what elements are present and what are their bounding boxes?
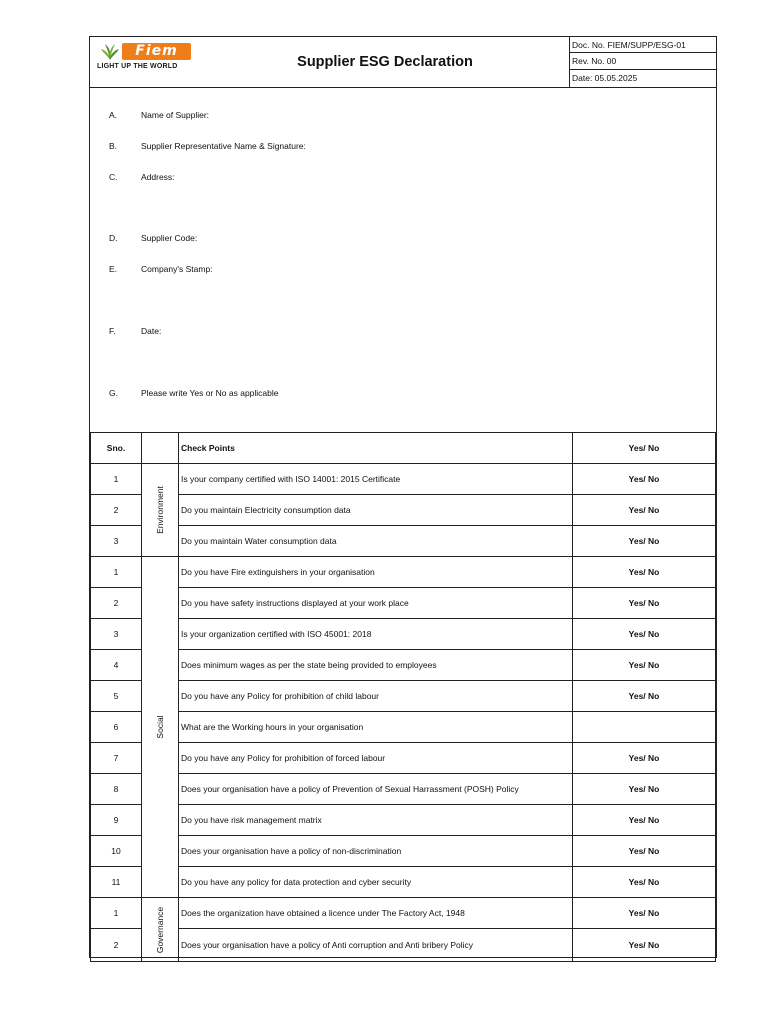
table-row <box>91 495 716 526</box>
info-letter: G. <box>109 388 118 398</box>
row-sno: 4 <box>91 650 142 681</box>
table-row <box>91 712 716 743</box>
table-row <box>91 557 716 588</box>
column-header-category <box>142 433 179 464</box>
row-sno: 1 <box>91 557 142 588</box>
row-sno: 1 <box>91 898 142 929</box>
column-header-sno: Sno. <box>91 433 142 464</box>
table-row <box>91 898 716 929</box>
row-question: Does your organisation have a policy of Prevention of Sexual Harrassment (POSH) Policy <box>179 774 573 805</box>
document-date: Date: 05.05.2025 <box>572 72 638 83</box>
row-answer[interactable]: Yes/ No <box>573 526 716 557</box>
leaf-logo-icon <box>99 43 121 61</box>
row-answer[interactable]: Yes/ No <box>573 836 716 867</box>
row-sno: 10 <box>91 836 142 867</box>
row-question: Do you have any Policy for prohibition of forced labour <box>179 743 573 774</box>
table-row <box>91 929 716 962</box>
info-letter: B. <box>109 141 118 151</box>
row-sno: 2 <box>91 588 142 619</box>
row-answer[interactable] <box>573 712 716 743</box>
row-sno: 11 <box>91 867 142 898</box>
category-label: Social <box>155 715 165 739</box>
row-sno: 3 <box>91 526 142 557</box>
row-answer[interactable]: Yes/ No <box>573 774 716 805</box>
row-sno: 7 <box>91 743 142 774</box>
category-environment <box>142 464 179 557</box>
row-sno: 6 <box>91 712 142 743</box>
revision-number: Rev. No. 00 <box>570 53 716 69</box>
row-answer[interactable]: Yes/ No <box>573 867 716 898</box>
row-question: Does your organisation have a policy of non-discrimination <box>179 836 573 867</box>
row-sno: 2 <box>91 929 142 962</box>
table-row <box>91 588 716 619</box>
category-label: Governance <box>155 906 165 953</box>
table-row <box>91 650 716 681</box>
row-question: Is your organization certified with ISO 45001: 2018 <box>179 619 573 650</box>
row-question: Do you have any Policy for prohibition of child labour <box>179 681 573 712</box>
info-label: Address: <box>141 172 175 182</box>
logo-tagline: LIGHT UP THE WORLD <box>97 63 178 70</box>
column-header-check-points: Check Points <box>179 433 573 464</box>
info-letter: F. <box>109 326 116 336</box>
table-row <box>91 836 716 867</box>
row-question: Do you have any policy for data protection and cyber security <box>179 867 573 898</box>
table-row <box>91 681 716 712</box>
supplier-info-section <box>90 88 716 432</box>
logo-wordmark: Fiem <box>122 43 191 60</box>
row-question: Do you have Fire extinguishers in your organisation <box>179 557 573 588</box>
category-social <box>142 557 179 898</box>
page-title: Supplier ESG Declaration <box>297 54 473 70</box>
row-question: Does your organisation have a policy of Anti corruption and Anti bribery Policy <box>179 929 573 962</box>
info-letter: E. <box>109 264 118 274</box>
table-row <box>91 526 716 557</box>
column-header-answer: Yes/ No <box>573 433 716 464</box>
row-answer[interactable]: Yes/ No <box>573 743 716 774</box>
row-sno: 8 <box>91 774 142 805</box>
table-header-row <box>91 433 716 464</box>
row-sno: 2 <box>91 495 142 526</box>
category-governance <box>142 898 179 962</box>
declaration-form <box>89 36 717 958</box>
row-sno: 5 <box>91 681 142 712</box>
table-row <box>91 743 716 774</box>
doc-number: Doc. No. FIEM/SUPP/ESG-01 <box>570 37 716 53</box>
row-answer[interactable]: Yes/ No <box>573 464 716 495</box>
info-label: Date: <box>141 326 162 336</box>
document-meta <box>569 37 716 87</box>
info-label: Supplier Code: <box>141 233 198 243</box>
row-question: Do you have risk management matrix <box>179 805 573 836</box>
row-question: What are the Working hours in your organisation <box>179 712 573 743</box>
info-letter: A. <box>109 110 118 120</box>
row-sno: 9 <box>91 805 142 836</box>
info-letter: D. <box>109 233 118 243</box>
row-answer[interactable]: Yes/ No <box>573 557 716 588</box>
row-question: Is your company certified with ISO 14001: 2015 Certificate <box>179 464 573 495</box>
info-label: Supplier Representative Name & Signature: <box>141 141 306 151</box>
company-logo <box>90 37 200 87</box>
checkpoints-table <box>90 432 716 962</box>
table-row <box>91 774 716 805</box>
row-question: Do you have safety instructions displayed at your work place <box>179 588 573 619</box>
row-answer[interactable]: Yes/ No <box>573 898 716 929</box>
row-answer[interactable]: Yes/ No <box>573 650 716 681</box>
form-header <box>90 37 716 88</box>
row-sno: 3 <box>91 619 142 650</box>
row-answer[interactable]: Yes/ No <box>573 588 716 619</box>
category-label: Environment <box>155 486 165 534</box>
table-row <box>91 464 716 495</box>
row-answer[interactable]: Yes/ No <box>573 495 716 526</box>
info-label: Company's Stamp: <box>141 264 213 274</box>
table-row <box>91 867 716 898</box>
row-question: Do you maintain Electricity consumption data <box>179 495 573 526</box>
row-answer[interactable]: Yes/ No <box>573 681 716 712</box>
row-answer[interactable]: Yes/ No <box>573 929 716 962</box>
row-question: Does minimum wages as per the state being provided to employees <box>179 650 573 681</box>
info-label: Name of Supplier: <box>141 110 210 120</box>
row-question: Do you maintain Water consumption data <box>179 526 573 557</box>
row-question: Does the organization have obtained a licence under The Factory Act, 1948 <box>179 898 573 929</box>
row-answer[interactable]: Yes/ No <box>573 619 716 650</box>
table-row <box>91 619 716 650</box>
row-sno: 1 <box>91 464 142 495</box>
row-answer[interactable]: Yes/ No <box>573 805 716 836</box>
table-row <box>91 805 716 836</box>
info-letter: C. <box>109 172 118 182</box>
info-label: Please write Yes or No as applicable <box>141 388 279 398</box>
